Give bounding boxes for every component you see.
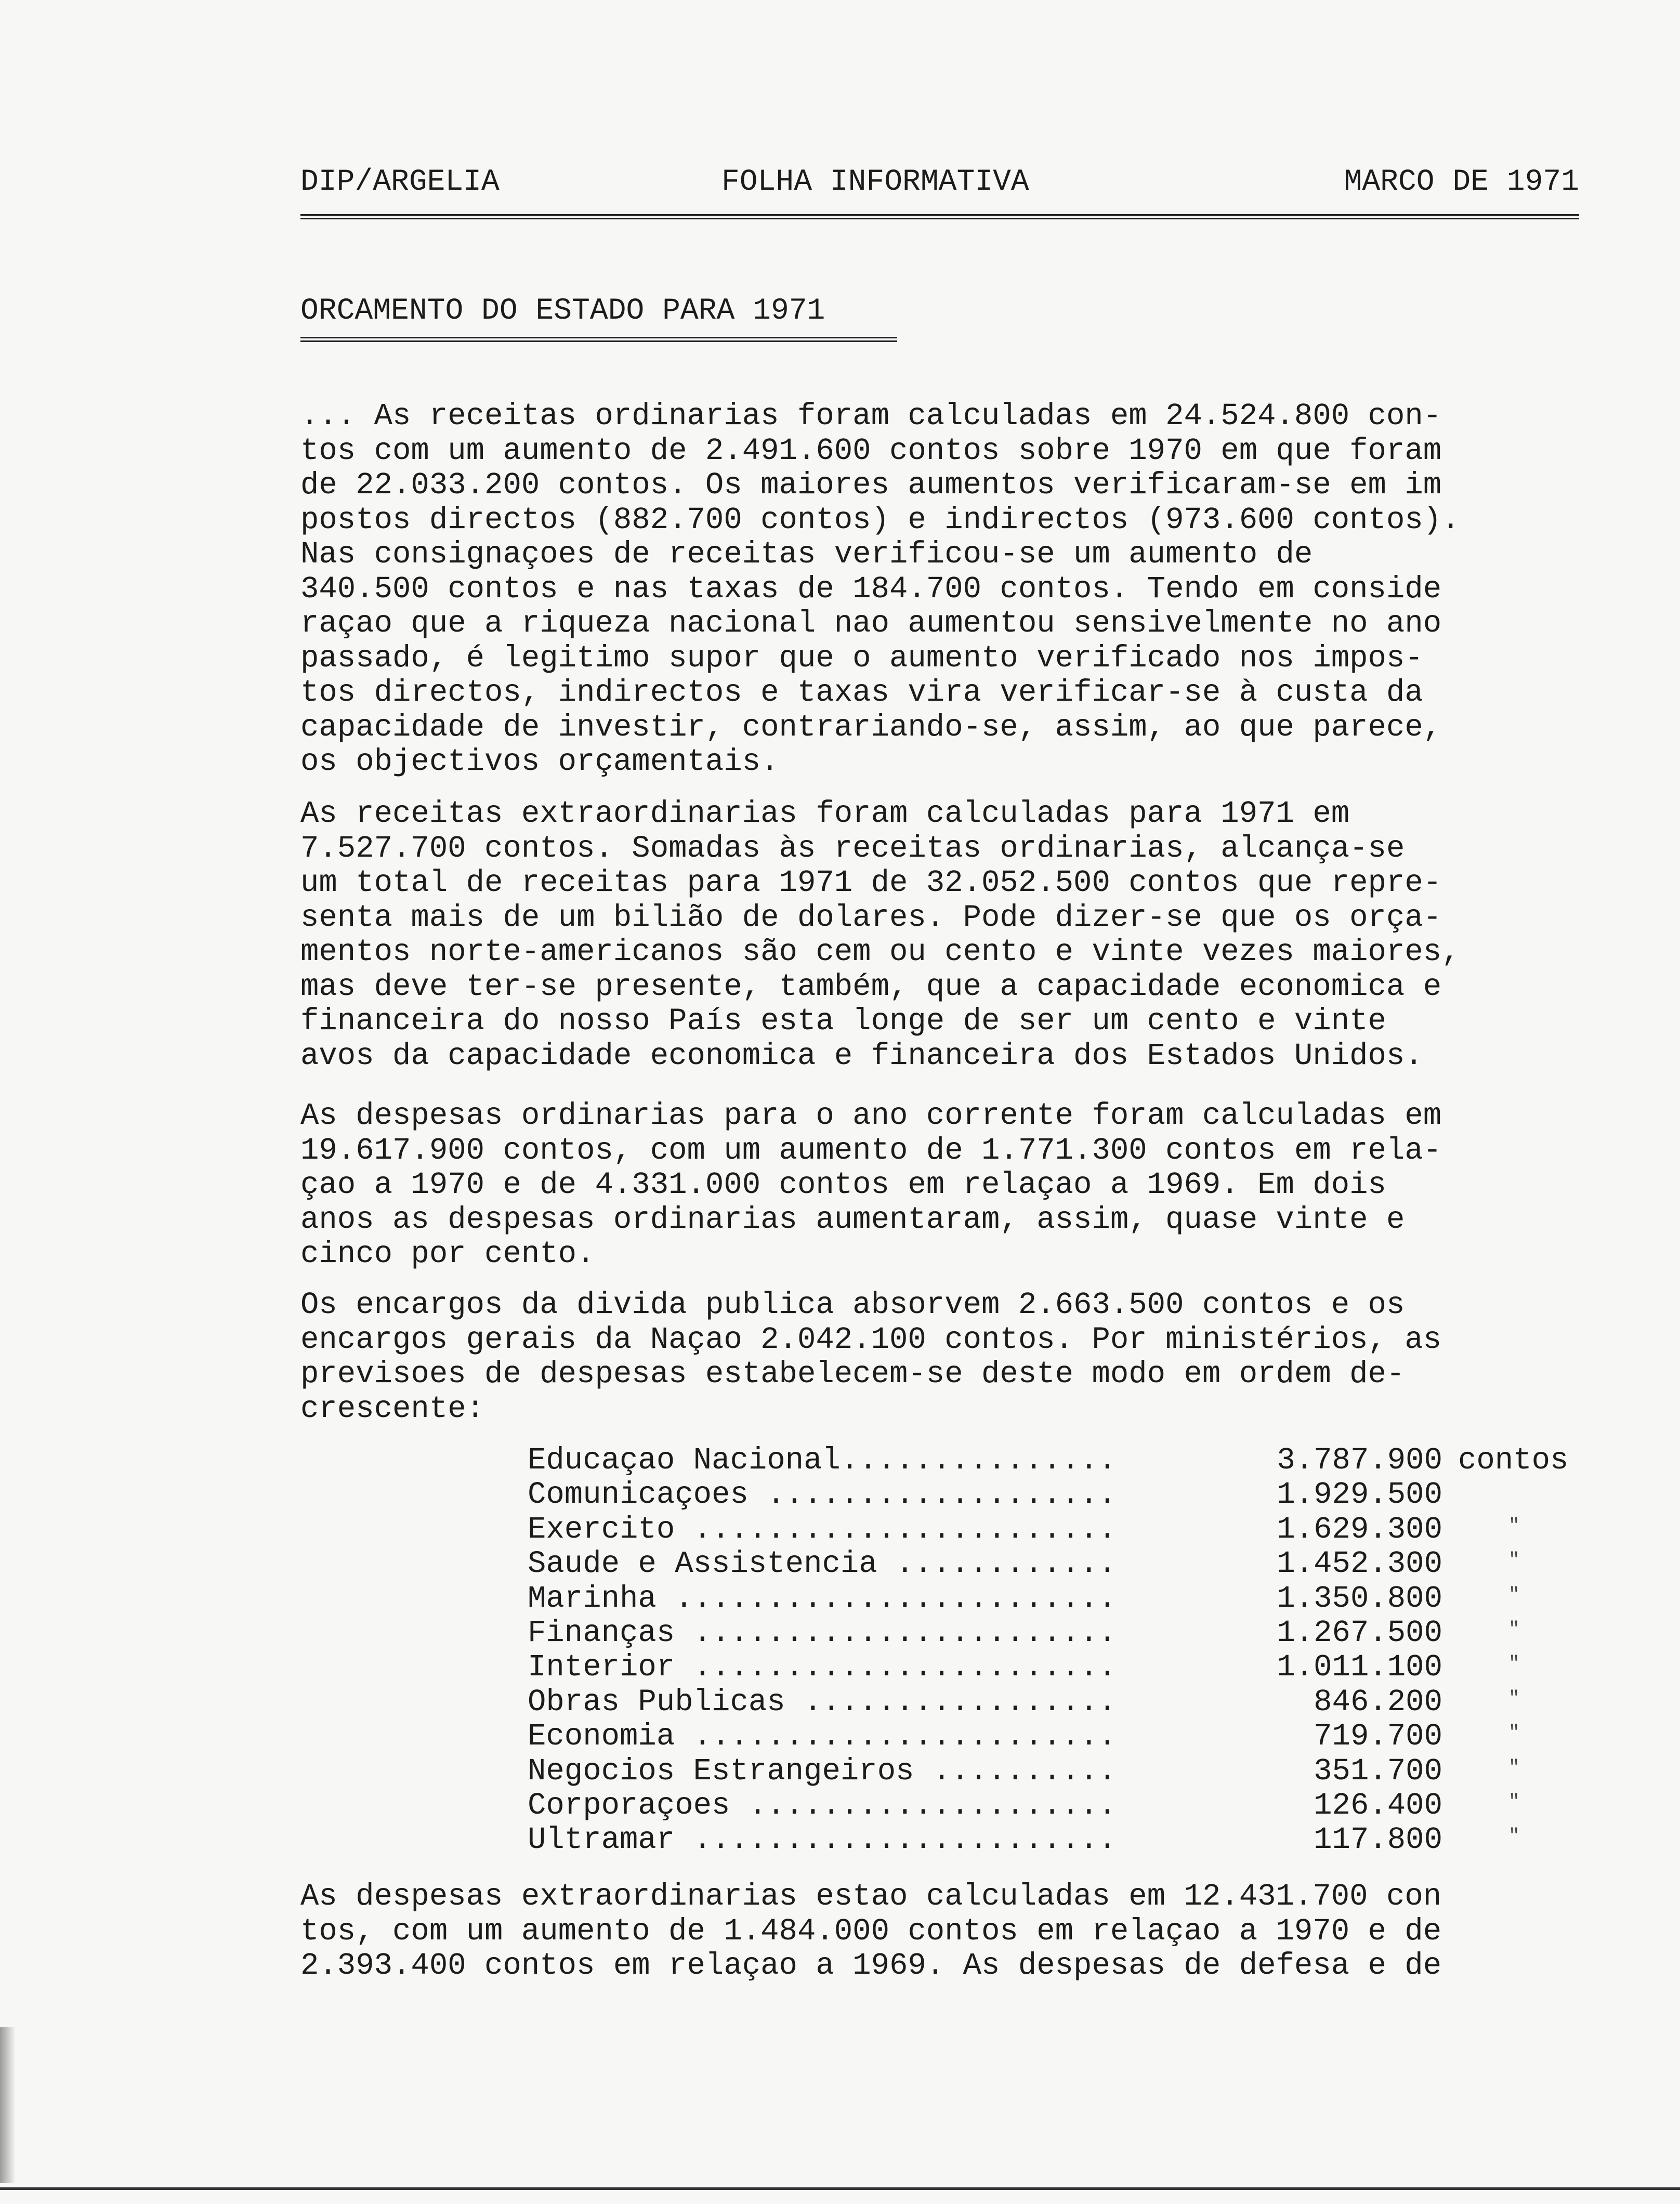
page-header [300, 165, 1579, 202]
text-line: tos, com um aumento de 1.484.000 contos em relaçao a 1970 e de [300, 1913, 1442, 1949]
text-line: anos as despesas ordinarias aumentaram, assim, quase vinte e [300, 1202, 1405, 1237]
ministry-name: Exercito ....................... [528, 1512, 1117, 1547]
ditto-mark: " [1508, 1687, 1520, 1709]
header-double-rule [300, 214, 1579, 219]
paragraph-public-debt [300, 1288, 1569, 1426]
table-row [528, 1512, 1583, 1546]
text-line: Nas consignaçoes de receitas verificou-se um aumento de [300, 537, 1313, 572]
ditto-mark: " [1508, 1791, 1520, 1813]
ministry-name: Marinha ........................ [528, 1581, 1117, 1616]
ministry-value: 1.452.300 [1277, 1546, 1442, 1582]
header-date: MARCO DE 1971 [1344, 165, 1579, 199]
scan-bottom-edge [0, 2187, 1680, 2190]
ditto-mark: " [1508, 1653, 1520, 1675]
ministry-name: Educaçao Nacional............... [528, 1443, 1117, 1478]
ministry-value: 351.700 [1314, 1753, 1442, 1789]
text-line: raçao que a riqueza nacional nao aumentou sensivelmente no ano [300, 606, 1442, 641]
text-line: postos directos (882.700 contos) e indirectos (973.600 contos). [300, 502, 1460, 537]
text-line: ... As receitas ordinarias foram calculadas em 24.524.800 con- [300, 399, 1442, 434]
ministry-value: 1.350.800 [1277, 1581, 1442, 1616]
text-line: capacidade de investir, contrariando-se, assim, ao que parece, [300, 710, 1442, 745]
paragraph-ordinary-expenditure [300, 1099, 1569, 1272]
ministry-value: 846.200 [1314, 1684, 1442, 1720]
header-department: DIP/ARGELIA [300, 165, 500, 199]
unit-label: contos [1458, 1443, 1569, 1478]
ministry-name: Interior ....................... [528, 1650, 1117, 1685]
text-line: 340.500 contos e nas taxas de 184.700 contos. Tendo em conside [300, 571, 1442, 607]
ministry-name: Comunicaçoes ................... [528, 1477, 1117, 1513]
ministry-value: 3.787.900 [1277, 1443, 1442, 1478]
text-line: As despesas ordinarias para o ano corrente foram calculadas em [300, 1098, 1442, 1133]
text-line: previsoes de despesas estabelecem-se deste modo em ordem de- [300, 1357, 1405, 1392]
ministry-name: Negocios Estrangeiros .......... [528, 1753, 1117, 1789]
text-line: 2.393.400 contos em relaçao a 1969. As despesas de defesa e de [300, 1948, 1442, 1983]
ministry-value: 126.400 [1314, 1788, 1442, 1823]
scan-edge-shadow [0, 2027, 16, 2183]
header-bulletin-name: FOLHA INFORMATIVA [721, 165, 1029, 199]
text-line: Os encargos da divida publica absorvem 2.663.500 contos e os [300, 1288, 1405, 1322]
ditto-mark: " [1508, 1584, 1520, 1606]
ministry-name: Obras Publicas ................. [528, 1684, 1117, 1720]
paragraph-extraordinary-revenue [300, 797, 1569, 1073]
ministry-value: 117.800 [1314, 1822, 1442, 1858]
text-line: avos da capacidade economica e financeira dos Estados Unidos. [300, 1038, 1423, 1073]
paragraph-extraordinary-expenditure [300, 1880, 1569, 1984]
ditto-mark: " [1508, 1722, 1520, 1744]
table-row [528, 1477, 1583, 1512]
ministry-name: Economia ....................... [528, 1719, 1117, 1754]
table-row [528, 1822, 1583, 1857]
section-title: ORCAMENTO DO ESTADO PARA 1971 [300, 294, 825, 328]
table-row [528, 1719, 1583, 1753]
title-underline [300, 337, 897, 342]
ministry-name: Finanças ....................... [528, 1615, 1117, 1650]
ditto-mark: " [1508, 1826, 1520, 1847]
table-row [528, 1616, 1583, 1650]
paragraph-ordinary-revenue [300, 399, 1569, 780]
text-line: As receitas extraordinarias foram calculadas para 1971 em [300, 796, 1350, 831]
text-line: crescente: [300, 1391, 485, 1426]
text-line: tos com um aumento de 2.491.600 contos sobre 1970 em que foram [300, 433, 1442, 468]
ditto-mark: " [1508, 1550, 1520, 1571]
table-row [528, 1650, 1583, 1684]
ministry-name: Corporaçoes .................... [528, 1788, 1117, 1823]
text-line: tos directos, indirectos e taxas vira verificar-se à custa da [300, 675, 1423, 710]
ministry-value: 1.011.100 [1277, 1650, 1442, 1685]
table-row [528, 1788, 1583, 1822]
ministry-value: 1.929.500 [1277, 1477, 1442, 1513]
ministry-value: 1.267.500 [1277, 1615, 1442, 1650]
text-line: senta mais de um bilião de dolares. Pode dizer-se que os orça- [300, 900, 1442, 935]
text-line: de 22.033.200 contos. Os maiores aumentos verificaram-se em im [300, 468, 1442, 503]
text-line: As despesas extraordinarias estao calculadas em 12.431.700 con [300, 1879, 1442, 1914]
ministry-value: 1.629.300 [1277, 1512, 1442, 1547]
text-line: um total de receitas para 1971 de 32.052.500 contos que repre- [300, 865, 1442, 900]
ministry-value: 719.700 [1314, 1719, 1442, 1754]
text-line: 7.527.700 contos. Somadas às receitas ordinarias, alcança-se [300, 831, 1405, 866]
table-row [528, 1546, 1583, 1581]
text-line: cinco por cento. [300, 1237, 595, 1271]
table-row [528, 1443, 1583, 1477]
text-line: encargos gerais da Naçao 2.042.100 contos. Por ministérios, as [300, 1322, 1442, 1357]
text-line: financeira do nosso País esta longe de ser um cento e vinte [300, 1004, 1386, 1039]
table-row [528, 1685, 1583, 1719]
ministry-expenditure-table [528, 1443, 1583, 1857]
text-line: os objectivos orçamentais. [300, 744, 779, 779]
table-row [528, 1754, 1583, 1788]
ditto-mark: " [1508, 1756, 1520, 1778]
ministry-name: Saude e Assistencia ............ [528, 1546, 1117, 1582]
text-line: mas deve ter-se presente, também, que a capacidade economica e [300, 969, 1442, 1004]
text-line: mentos norte-americanos são cem ou cento e vinte vezes maiores, [300, 935, 1460, 969]
text-line: passado, é legitimo supor que o aumento verificado nos impos- [300, 640, 1423, 676]
table-row [528, 1581, 1583, 1616]
ditto-mark: " [1508, 1618, 1520, 1640]
ministry-name: Ultramar ....................... [528, 1822, 1117, 1858]
ditto-mark: " [1508, 1515, 1520, 1537]
text-line: çao a 1970 e de 4.331.000 contos em relaçao a 1969. Em dois [300, 1167, 1386, 1202]
text-line: 19.617.900 contos, com um aumento de 1.771.300 contos em rela- [300, 1133, 1442, 1168]
